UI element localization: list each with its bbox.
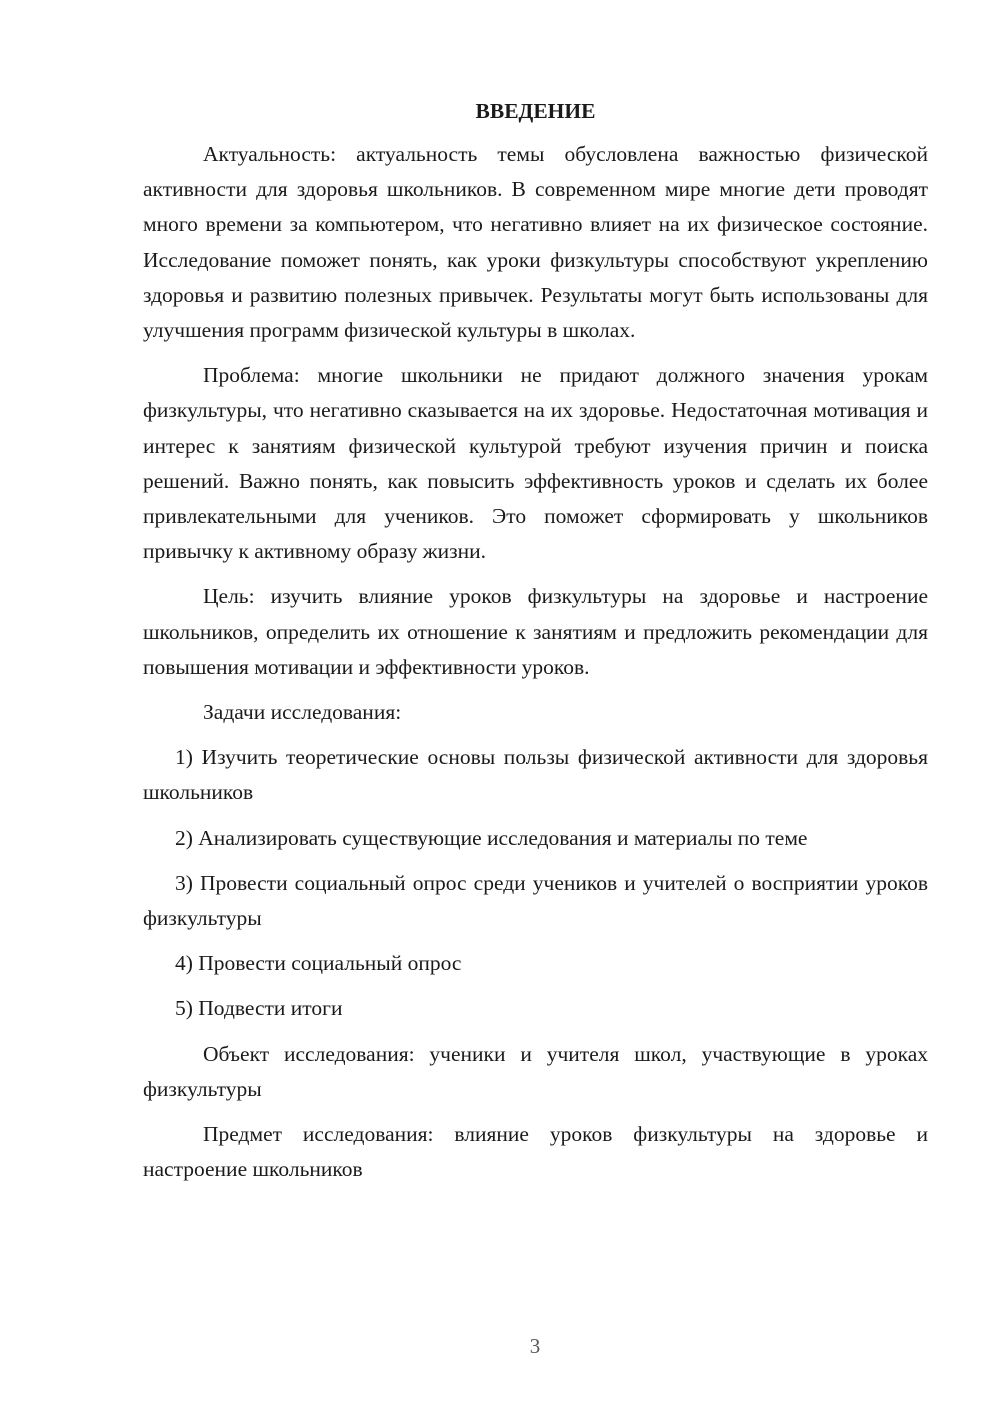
paragraph-subject: Предмет исследования: влияние уроков физкультуры на здоровье и настроение школьников [143,1122,928,1182]
page-number: 3 [529,1334,541,1358]
task-item-1: 1) Изучить теоретические основы пользы физической активности для здоровья школьников [143,745,928,805]
task-item-2: 2) Анализировать существующие исследования и материалы по теме [175,825,808,850]
paragraph-object: Объект исследования: ученики и учителя школ, участвующие в уроках физкультуры [143,1041,928,1101]
paragraph-problem: Проблема: многие школьники не придают должного значения урокам физкультуры, что негативно сказывается на их здоровье. Недостаточная мотивация и интерес к занятиям физической культурой требуют изучения причин и поиска решений. Важно понять, как повысить эффективность уроков и сделать их более привлекательными для учеников. Это поможет сформировать у школьников привычку к активному образу жизни. [143,363,928,564]
task-item-5: 5) Подвести итоги [175,996,343,1021]
task-item-3: 3) Провести социальный опрос среди учеников и учителей о восприятии уроков физкультуры [143,870,928,931]
page-content [143,94,928,1197]
paragraph-goal: Цель: изучить влияние уроков физкультуры на здоровье и настроение школьников, определить их отношение к занятиям и предложить рекомендации для повышения мотивации и эффективности уроков. [143,584,928,679]
section-title: ВВЕДЕНИЕ [475,99,596,123]
tasks-heading: Задачи исследования: [203,700,402,725]
paragraph-relevance: Актуальность: актуальность темы обусловлена важностью физической активности для здоровья школьников. В современном мире многие дети проводят много времени за компьютером, что негативно влияет на их физическое состояние. Исследование поможет понять, как уроки физкультуры способствуют укреплению здоровья и развитию полезных привычек. Результаты могут быть использованы для улучшения программ физической культуры в школах. [143,142,928,343]
task-item-4: 4) Провести социальный опрос [175,951,462,976]
